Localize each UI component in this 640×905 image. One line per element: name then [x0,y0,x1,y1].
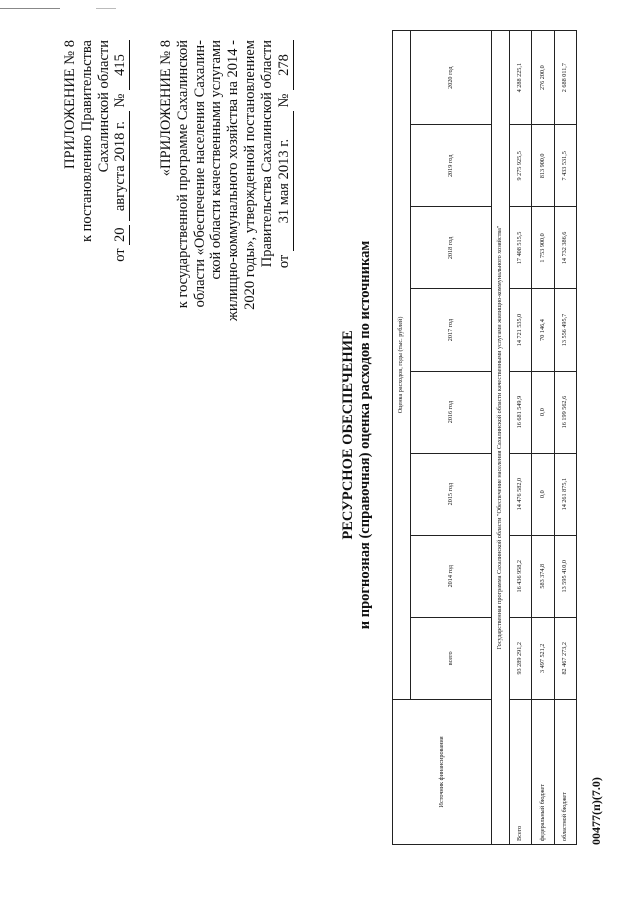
number-value: 415 [112,40,130,90]
column-header: 2015 год [411,453,492,535]
value-cell: 13 556 495,7 [554,289,576,371]
previous-appendix-line: области «Обеспечение населения Сахалин- [191,40,208,308]
value-cell: 3 497 521,2 [532,617,554,699]
previous-appendix-line: 2020 годы», утвержденной постановлением [242,40,259,310]
value-cell: 82 467 273,2 [554,617,576,699]
table-row [510,31,532,845]
value-cell: 70 146,4 [532,289,554,371]
document-heading [340,75,374,795]
number-label: № [275,93,292,108]
source-header: Источник финансирования [393,699,492,844]
column-header: 2016 год [411,371,492,453]
value-cell: 16 199 562,6 [554,371,576,453]
value-cell: 813 900,0 [532,125,554,207]
previous-appendix-title: «ПРИЛОЖЕНИЕ № 8 [158,40,174,177]
column-header: всего [411,617,492,699]
value-cell: 14 721 535,0 [510,289,532,371]
column-header: 2018 год [411,207,492,289]
value-cell: 1 753 900,0 [532,207,554,289]
appendix-title: ПРИЛОЖЕНИЕ № 8 [62,40,78,169]
previous-appendix-block [158,40,294,365]
appendix-line: к постановлению Правительства [78,40,95,242]
value-cell: 583 374,8 [532,535,554,617]
value-cell: 93 289 291,2 [510,617,532,699]
value-cell: 16 681 549,9 [510,371,532,453]
column-header: 2017 год [411,289,492,371]
value-cell: 2 688 011,7 [554,31,576,125]
value-cell: 9 275 925,5 [510,125,532,207]
from-label: от [112,248,129,262]
number-label: № [112,93,129,108]
value-cell: 16 436 958,2 [510,535,532,617]
value-cell: 17 408 515,5 [510,207,532,289]
value-cell: 14 732 386,6 [554,207,576,289]
value-cell: 14 476 582,0 [510,453,532,535]
previous-appendix-line: жилищно-коммунального хозяйства на 2014 - [225,40,242,322]
heading-subtitle: и прогнозная (справочная) оценка расходов по источникам [356,240,373,630]
estimate-header: Оценка расходов, годы (тыс. рублей) [393,31,411,700]
column-header: 2019 год [411,125,492,207]
number-value: 278 [276,40,294,90]
value-cell: 14 261 875,1 [554,453,576,535]
date-value: 31 мая 2013 г. [276,111,294,251]
value-cell: 4 288 225,1 [510,31,532,125]
previous-appendix-line: к государственной программе Сахалинской [174,40,191,309]
appendix-line: Сахалинской области [95,40,112,173]
previous-appendix-line: Правительства Сахалинской области [258,40,275,268]
appendix-date-line [112,40,130,340]
source-cell: федеральный бюджет [532,699,554,844]
day-value: 20 [112,225,130,245]
value-cell: 7 433 531,5 [554,125,576,207]
source-cell: Всего [510,699,532,844]
value-cell: 276 200,0 [532,31,554,125]
table-row [532,31,554,845]
form-code: 00477(п)(7.0) [589,777,603,845]
value-cell: 0,0 [532,453,554,535]
column-header: 2020 год [411,31,492,125]
month-year-value: августа 2018 г. [112,111,130,221]
previous-appendix-date-line [276,40,294,365]
value-cell: 0,0 [532,371,554,453]
table-row [554,31,576,845]
resource-table [392,30,577,845]
heading-title: РЕСУРСНОЕ ОБЕСПЕЧЕНИЕ [340,330,356,540]
program-row: Государственная программа Сахалинской области "Обеспечение населения Сахалинской области качественными услугами жилищно-коммунального хозяйства" [492,31,510,845]
value-cell: 13 595 410,0 [554,535,576,617]
from-label: от [275,254,292,269]
column-header: 2014 год [411,535,492,617]
source-cell: областной бюджет [554,699,576,844]
appendix-block [62,40,130,340]
previous-appendix-line: ской области качественными услугами [208,40,225,280]
